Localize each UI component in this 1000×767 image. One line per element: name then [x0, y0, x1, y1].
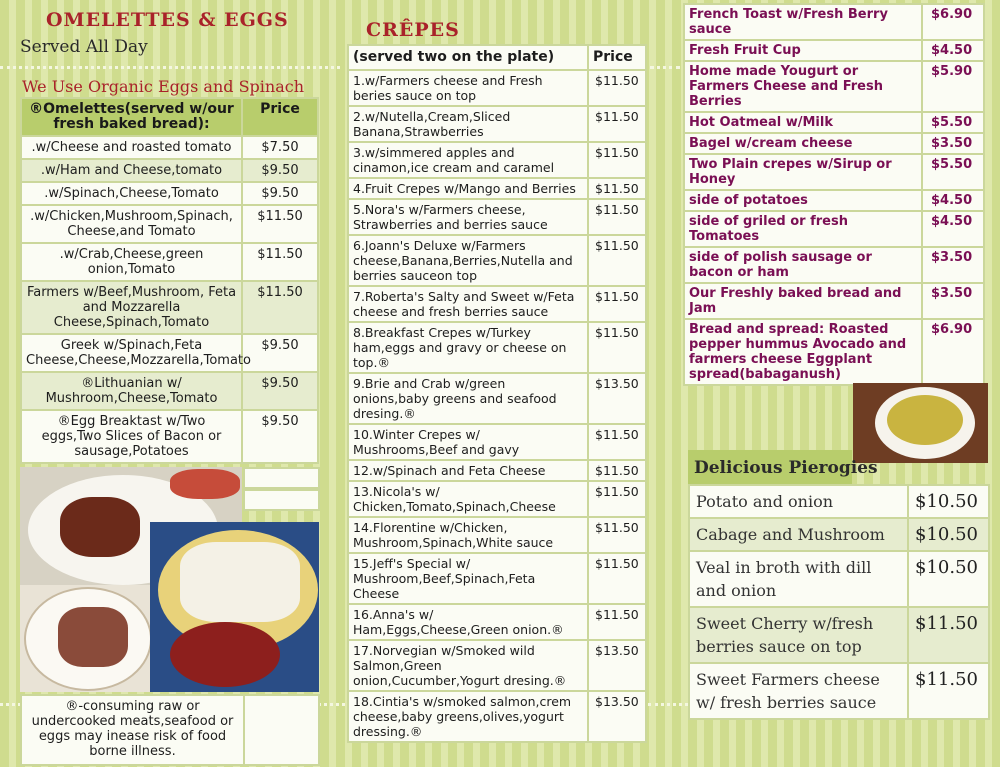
table-row [689, 518, 989, 551]
table-row [348, 286, 646, 322]
table-row [21, 372, 318, 410]
table-row [348, 553, 646, 604]
item-name: 6.Joann's Deluxe w/Farmers cheese,Banana,Berries,Nutella and berries sauceon top [348, 235, 588, 286]
item-price: $11.50 [588, 235, 646, 286]
item-name: Hot Oatmeal w/Milk [684, 112, 922, 133]
table-row [348, 424, 646, 460]
empty-cell [243, 694, 320, 766]
table-row [348, 373, 646, 424]
item-price: $9.50 [242, 410, 318, 463]
item-price: $11.50 [908, 607, 989, 663]
item-name: 12.w/Spinach and Feta Cheese [348, 460, 588, 481]
item-name: .w/Spinach,Cheese,Tomato [21, 182, 242, 205]
item-name: 8.Breakfast Crepes w/Turkey ham,eggs and gravy or cheese on top.® [348, 322, 588, 373]
item-name: 4.Fruit Crepes w/Mango and Berries [348, 178, 588, 199]
item-price: $7.50 [242, 136, 318, 159]
omelettes-header-name: ®Omelettes(served w/our fresh baked bread): [21, 98, 242, 136]
item-price: $11.50 [588, 142, 646, 178]
table-row [348, 691, 646, 742]
item-price: $5.50 [922, 154, 984, 190]
item-price: $6.90 [922, 4, 984, 40]
item-name: Home made Yougurt or Farmers Cheese and Fresh Berries [684, 61, 922, 112]
item-price: $11.50 [588, 178, 646, 199]
table-row [348, 70, 646, 106]
item-name: Fresh Fruit Cup [684, 40, 922, 61]
item-name: 18.Cintia's w/smoked salmon,crem cheese,baby greens,olives,yogurt dressing.® [348, 691, 588, 742]
item-price: $11.50 [588, 199, 646, 235]
item-name: 5.Nora's w/Farmers cheese, Strawberries and berries sauce [348, 199, 588, 235]
item-name: 10.Winter Crepes w/ Mushrooms,Beef and gavy [348, 424, 588, 460]
item-name: 7.Roberta's Salty and Sweet w/Feta cheese and fresh berries sauce [348, 286, 588, 322]
meat [58, 607, 128, 667]
item-price: $10.50 [908, 551, 989, 607]
crepes-title: CRÊPES [366, 19, 460, 41]
table-row [684, 133, 984, 154]
table-row [348, 142, 646, 178]
table-row [684, 283, 984, 319]
item-name: Sweet Farmers cheese w/ fresh berries sauce [689, 663, 908, 719]
item-name: Sweet Cherry w/fresh berries sauce on top [689, 607, 908, 663]
table-row [348, 460, 646, 481]
item-price: $11.50 [588, 106, 646, 142]
omelettes-subtitle: Served All Day [20, 37, 148, 57]
item-name: Veal in broth with dill and onion [689, 551, 908, 607]
item-name: side of griled or fresh Tomatoes [684, 211, 922, 247]
item-price: $11.50 [242, 205, 318, 243]
extras-table [683, 3, 985, 386]
item-price: $11.50 [588, 286, 646, 322]
item-price: $10.50 [908, 518, 989, 551]
raw-food-warning [20, 694, 245, 766]
table-row [684, 319, 984, 385]
dotted-divider [650, 66, 680, 69]
item-price: $13.50 [588, 640, 646, 691]
item-name: ®Egg Breaktast w/Two eggs,Two Slices of Bacon or sausage,Potatoes [21, 410, 242, 463]
pierogies-table [688, 484, 990, 720]
table-row [684, 4, 984, 40]
item-name: .w/Ham and Cheese,tomato [21, 159, 242, 182]
item-price: $11.50 [588, 553, 646, 604]
item-name: Our Freshly baked bread and Jam [684, 283, 922, 319]
item-name: 14.Florentine w/Chicken, Mushroom,Spinach,White sauce [348, 517, 588, 553]
empty-cell [243, 467, 320, 489]
item-price: $11.50 [588, 424, 646, 460]
table-row [21, 159, 318, 182]
item-name: 16.Anna's w/ Ham,Eggs,Cheese,Green onion.® [348, 604, 588, 640]
table-row [348, 481, 646, 517]
item-name: side of potatoes [684, 190, 922, 211]
item-name: 13.Nicola's w/ Chicken,Tomato,Spinach,Cheese [348, 481, 588, 517]
table-row [21, 136, 318, 159]
item-price: $5.50 [922, 112, 984, 133]
item-name: Potato and onion [689, 485, 908, 518]
table-row [348, 517, 646, 553]
pierogies-title: Delicious Pierogies [694, 458, 878, 478]
table-row [684, 247, 984, 283]
table-row [684, 190, 984, 211]
item-name: 15.Jeff's Special w/ Mushroom,Beef,Spinach,Feta Cheese [348, 553, 588, 604]
item-price: $6.90 [922, 319, 984, 385]
table-row [684, 112, 984, 133]
item-price: $11.50 [242, 243, 318, 281]
table-row [348, 178, 646, 199]
item-name: 2.w/Nutella,Cream,Sliced Banana,Strawberries [348, 106, 588, 142]
table-row [689, 551, 989, 607]
item-price: $4.50 [922, 40, 984, 61]
food-photo-soup [853, 383, 988, 463]
item-name: .w/Crab,Cheese,green onion,Tomato [21, 243, 242, 281]
item-price: $3.50 [922, 133, 984, 154]
item-name: Two Plain crepes w/Sirup or Honey [684, 154, 922, 190]
item-name: 3.w/simmered apples and cinamon,ice cream and caramel [348, 142, 588, 178]
item-price: $5.90 [922, 61, 984, 112]
item-price: $9.50 [242, 334, 318, 372]
omelettes-title: OMELETTES & EGGS [46, 9, 289, 31]
food-photo-side-plate [20, 585, 150, 692]
crepes-table [347, 44, 647, 743]
item-price: $11.50 [908, 663, 989, 719]
soup [887, 395, 963, 445]
item-price: $11.50 [588, 604, 646, 640]
dotted-divider [0, 66, 340, 69]
table-row [689, 485, 989, 518]
item-price: $11.50 [588, 460, 646, 481]
item-name: Bread and spread: Roasted pepper hummus Avocado and farmers cheese Eggplant spread(babaganush) [684, 319, 922, 385]
table-row [21, 243, 318, 281]
table-row [684, 40, 984, 61]
food-photo-crepe [150, 522, 319, 692]
item-price: $4.50 [922, 211, 984, 247]
table-row [21, 410, 318, 463]
table-row [348, 235, 646, 286]
item-name: .w/Cheese and roasted tomato [21, 136, 242, 159]
omelettes-header-price: Price [242, 98, 318, 136]
item-name: French Toast w/Fresh Berry sauce [684, 4, 922, 40]
beet [170, 622, 280, 687]
item-name: Bagel w/cream cheese [684, 133, 922, 154]
table-row [348, 640, 646, 691]
table-row [684, 211, 984, 247]
item-price: $9.50 [242, 159, 318, 182]
crepes-header-name: (served two on the plate) [348, 45, 588, 70]
item-price: $4.50 [922, 190, 984, 211]
item-price: $13.50 [588, 691, 646, 742]
warning-text: ®-consuming raw or undercooked meats,seafood or eggs may inease risk of food borne illness. [31, 699, 234, 759]
omelettes-table [20, 97, 319, 464]
table-row [21, 182, 318, 205]
item-price: $9.50 [242, 372, 318, 410]
organic-note: We Use Organic Eggs and Spinach [22, 77, 305, 96]
item-name: Cabage and Mushroom [689, 518, 908, 551]
item-price: $11.50 [242, 281, 318, 334]
table-row [348, 106, 646, 142]
table-row [689, 607, 989, 663]
item-price: $11.50 [588, 322, 646, 373]
dotted-divider [648, 703, 688, 706]
table-row [348, 322, 646, 373]
item-name: ®Lithuanian w/ Mushroom,Cheese,Tomato [21, 372, 242, 410]
crepes-header-price: Price [588, 45, 646, 70]
item-price: $9.50 [242, 182, 318, 205]
item-name: 1.w/Farmers cheese and Fresh beries sauce on top [348, 70, 588, 106]
item-price: $11.50 [588, 70, 646, 106]
item-price: $3.50 [922, 247, 984, 283]
table-row [348, 199, 646, 235]
item-price: $3.50 [922, 283, 984, 319]
item-price: $11.50 [588, 517, 646, 553]
item-price: $11.50 [588, 481, 646, 517]
item-name: Farmers w/Beef,Mushroom, Feta and Mozzarella Cheese,Spinach,Tomato [21, 281, 242, 334]
garnish [170, 469, 240, 499]
table-row [21, 334, 318, 372]
table-row [21, 205, 318, 243]
sausage [60, 497, 140, 557]
item-price: $13.50 [588, 373, 646, 424]
table-row [689, 663, 989, 719]
item-name: .w/Chicken,Mushroom,Spinach, Cheese,and Tomato [21, 205, 242, 243]
item-name: 17.Norvegian w/Smoked wild Salmon,Green onion,Cucumber,Yogurt dresing.® [348, 640, 588, 691]
item-name: Greek w/Spinach,Feta Cheese,Cheese,Mozzarella,Tomato [21, 334, 242, 372]
table-row [684, 154, 984, 190]
empty-cell [243, 489, 320, 511]
item-name: side of polish sausage or bacon or ham [684, 247, 922, 283]
table-row [21, 281, 318, 334]
item-name: 9.Brie and Crab w/green onions,baby greens and seafood dresing.® [348, 373, 588, 424]
table-row [348, 604, 646, 640]
item-price: $10.50 [908, 485, 989, 518]
table-row [684, 61, 984, 112]
cheese [180, 542, 300, 622]
